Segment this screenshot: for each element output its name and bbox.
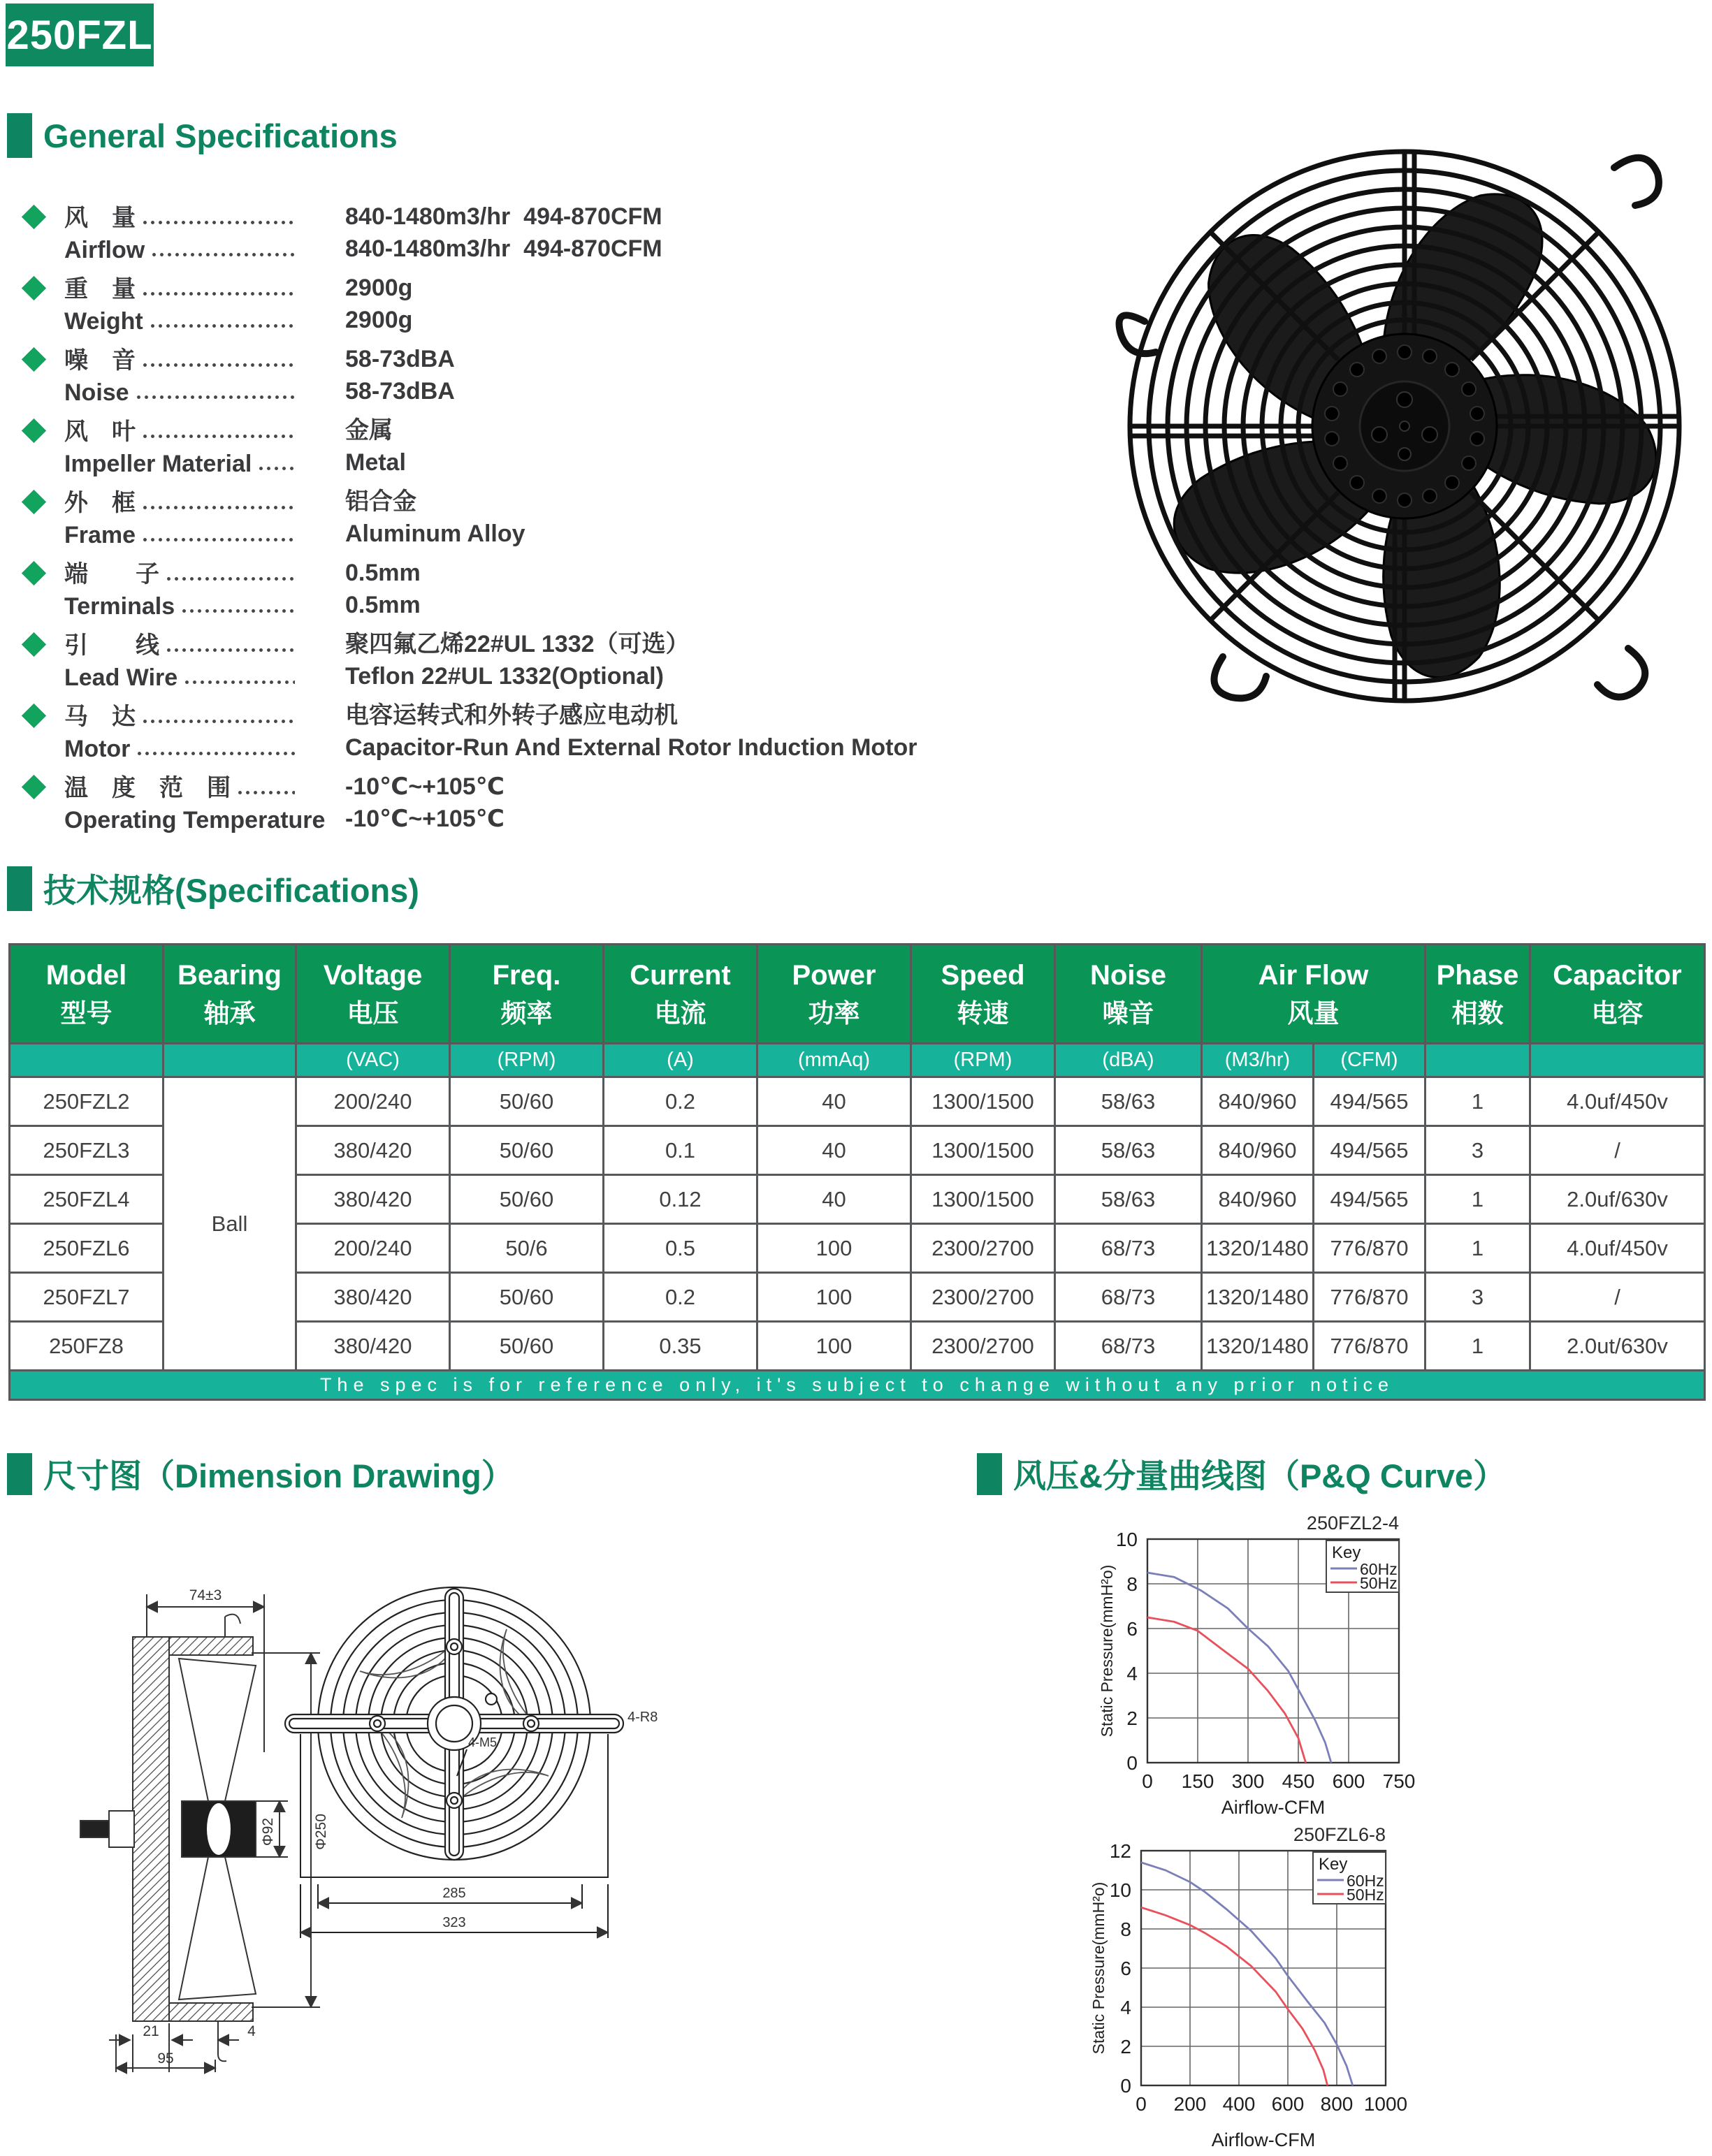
table-cell: 2300/2700 — [911, 1273, 1055, 1322]
bearing-cell: Ball — [164, 1077, 296, 1371]
column-header-cn: 风量 — [1287, 998, 1340, 1028]
column-header-en: Power — [792, 959, 876, 991]
column-header-power — [757, 945, 911, 1044]
legend-label-60Hz: 60Hz — [1347, 1872, 1384, 1890]
unit-cell: (mmAq) — [757, 1044, 911, 1077]
y-tick-label: 8 — [1120, 1918, 1131, 1940]
y-tick-label: 12 — [1109, 1840, 1131, 1862]
column-header-speed — [911, 945, 1055, 1044]
column-header-phase — [1426, 945, 1530, 1044]
table-cell: 380/420 — [296, 1322, 450, 1371]
table-cell: 40 — [757, 1077, 911, 1126]
table-cell: 58/63 — [1055, 1126, 1202, 1175]
spec-label: 引 线 — [64, 632, 159, 659]
unit-cell — [10, 1044, 164, 1077]
dotted-leader — [141, 505, 295, 510]
column-header-model — [10, 945, 164, 1044]
spec-value: 电容运转式和外转子感应电动机 — [345, 702, 678, 729]
table-cell: 58/63 — [1055, 1175, 1202, 1224]
spec-label: Airflow — [64, 237, 145, 263]
table-cell: 380/420 — [296, 1126, 450, 1175]
spec-line-en — [64, 661, 1082, 693]
table-cell: 1320/1480 — [1202, 1322, 1314, 1371]
table-cell: 0.1 — [604, 1126, 757, 1175]
table-cell: 58/63 — [1055, 1077, 1202, 1126]
y-tick-label: 10 — [1115, 1529, 1138, 1550]
y-tick-label: 8 — [1126, 1573, 1138, 1595]
spec-label: 噪 音 — [64, 347, 136, 374]
spec-value: Metal — [345, 449, 406, 476]
column-header-cn: 相数 — [1451, 998, 1504, 1028]
spec-value: 840-1480m3/hr 494-870CFM — [345, 203, 662, 230]
table-cell: 776/870 — [1314, 1322, 1426, 1371]
spec-line-cn — [64, 700, 1082, 732]
y-tick-label: 0 — [1126, 1752, 1138, 1774]
table-cell: 494/565 — [1314, 1126, 1426, 1175]
spec-label: Noise — [64, 379, 129, 406]
column-header-cn: 功率 — [808, 998, 860, 1028]
dotted-leader — [236, 790, 295, 795]
spec-value: 聚四氟乙烯22#UL 1332（可选） — [345, 631, 690, 657]
spec-line-cn — [64, 771, 1082, 803]
unit-cell: (dBA) — [1055, 1044, 1202, 1077]
unit-cell — [164, 1044, 296, 1077]
table-cell: 50/6 — [450, 1224, 604, 1273]
diamond-bullet-icon — [22, 561, 46, 585]
dotted-leader — [183, 680, 295, 685]
spec-label: 重 量 — [64, 276, 136, 303]
dotted-leader — [149, 323, 295, 328]
spec-label: Weight — [64, 308, 143, 335]
spec-line-cn — [64, 558, 1082, 590]
spec-line-en — [64, 518, 1082, 551]
dimension-drawing-front-view — [280, 1573, 685, 1951]
table-cell: 0.2 — [604, 1077, 757, 1126]
column-header-en: Capacitor — [1553, 959, 1682, 991]
column-header-en: Phase — [1436, 959, 1519, 991]
column-header-cn: 噪音 — [1102, 998, 1154, 1028]
diamond-bullet-icon — [22, 276, 46, 300]
spec-table-title: 技术规格(Specifications) — [43, 872, 419, 909]
general-specs-title: General Specifications — [43, 117, 398, 154]
spec-label: Terminals — [64, 593, 175, 620]
table-cell: 1320/1480 — [1202, 1224, 1314, 1273]
table-cell: 4.0uf/450v — [1530, 1077, 1705, 1126]
dotted-leader — [141, 220, 295, 225]
x-tick-label: 0 — [1142, 1770, 1153, 1792]
table-cell: 1300/1500 — [911, 1077, 1055, 1126]
pq-chart-250fzl6-8 — [1089, 1819, 1564, 2155]
table-cell: / — [1530, 1273, 1705, 1322]
model-cell: 250FZL6 — [10, 1224, 164, 1273]
spec-line-en — [64, 376, 1082, 408]
spec-line-cn — [64, 344, 1082, 376]
pq-title: 风压&分量曲线图（P&Q Curve） — [1013, 1457, 1507, 1494]
column-header-voltage — [296, 945, 450, 1044]
x-tick-label: 1000 — [1363, 2093, 1408, 2115]
table-row — [10, 1077, 1705, 1126]
pq-heading — [977, 1450, 1506, 1497]
table-cell: 50/60 — [450, 1175, 604, 1224]
model-cell: 250FZ8 — [10, 1322, 164, 1371]
x-tick-label: 600 — [1271, 2093, 1305, 2115]
table-cell: 200/240 — [296, 1224, 450, 1273]
table-cell: 840/960 — [1202, 1077, 1314, 1126]
spec-line-cn — [64, 415, 1082, 447]
unit-cell: (RPM) — [450, 1044, 604, 1077]
heading-square-icon — [7, 113, 32, 158]
table-cell: 3 — [1426, 1273, 1530, 1322]
diamond-bullet-icon — [22, 775, 46, 799]
spec-value: 58-73dBA — [345, 346, 455, 372]
unit-cell — [1426, 1044, 1530, 1077]
table-cell: 50/60 — [450, 1126, 604, 1175]
spec-line-en — [64, 803, 1082, 836]
x-tick-label: 450 — [1282, 1770, 1315, 1792]
dim-label-4-m5: 4-M5 — [468, 1735, 498, 1749]
table-cell: 100 — [757, 1224, 911, 1273]
spec-value: 840-1480m3/hr 494-870CFM — [345, 235, 662, 262]
table-cell: 3 — [1426, 1126, 1530, 1175]
legend-title: Key — [1319, 1855, 1348, 1874]
column-header-cn: 电容 — [1591, 998, 1644, 1028]
spec-line-en — [64, 447, 1082, 479]
unit-cell: (RPM) — [911, 1044, 1055, 1077]
dotted-leader — [165, 576, 295, 581]
table-cell: 0.12 — [604, 1175, 757, 1224]
table-footnote: The spec is for reference only, it's subject to change without any prior notice — [10, 1371, 1705, 1400]
x-tick-label: 400 — [1222, 2093, 1256, 2115]
header-row — [10, 945, 1705, 1044]
spec-table-heading — [7, 865, 419, 912]
unit-cell: (M3/hr) — [1202, 1044, 1314, 1077]
model-cell: 250FZL2 — [10, 1077, 164, 1126]
curve-60Hz — [1147, 1573, 1331, 1763]
table-cell: 1300/1500 — [911, 1175, 1055, 1224]
column-header-en: Air Flow — [1258, 959, 1369, 991]
x-tick-label: 150 — [1181, 1770, 1214, 1792]
spec-item — [20, 201, 1082, 265]
table-cell: 50/60 — [450, 1077, 604, 1126]
table-cell: 0.35 — [604, 1322, 757, 1371]
spec-value: 0.5mm — [345, 592, 421, 618]
y-axis-label: Static Pressure(mmH²o) — [1098, 1564, 1116, 1738]
column-header-freq- — [450, 945, 604, 1044]
spec-value: Teflon 22#UL 1332(Optional) — [345, 663, 664, 690]
table-cell: 1 — [1426, 1077, 1530, 1126]
spec-line-cn — [64, 272, 1082, 305]
x-tick-label: 300 — [1231, 1770, 1265, 1792]
spec-label: 端 子 — [64, 561, 159, 588]
column-header-en: Speed — [941, 959, 1025, 991]
dotted-leader — [165, 648, 295, 653]
diamond-bullet-icon — [22, 490, 46, 514]
x-tick-label: 600 — [1332, 1770, 1365, 1792]
table-cell: 840/960 — [1202, 1175, 1314, 1224]
dotted-leader — [141, 537, 295, 542]
spec-label: Operating Temperature — [64, 807, 326, 833]
diamond-bullet-icon — [22, 347, 46, 372]
diamond-bullet-icon — [22, 205, 46, 229]
legend-title: Key — [1332, 1543, 1361, 1562]
spec-label: Motor — [64, 736, 131, 762]
y-axis-label: Static Pressure(mmH²o) — [1089, 1881, 1108, 2055]
legend-label-50Hz: 50Hz — [1360, 1574, 1398, 1592]
spec-value: 2900g — [345, 275, 413, 301]
legend-label-50Hz: 50Hz — [1347, 1886, 1384, 1904]
column-header-en: Freq. — [492, 959, 561, 991]
table-cell: 1 — [1426, 1224, 1530, 1273]
spec-value: 铝合金 — [345, 488, 416, 515]
unit-row — [10, 1044, 1705, 1077]
unit-cell: (A) — [604, 1044, 757, 1077]
spec-value: 2900g — [345, 307, 413, 333]
dim-label-4-r8: 4-R8 — [628, 1710, 658, 1725]
chart-title: 250FZL6-8 — [1293, 1824, 1386, 1845]
spec-label: 风 叶 — [64, 418, 136, 445]
column-header-cn: 轴承 — [203, 998, 256, 1028]
table-cell: 1 — [1426, 1322, 1530, 1371]
table-cell: 50/60 — [450, 1322, 604, 1371]
spec-item — [20, 344, 1082, 408]
table-cell: 840/960 — [1202, 1126, 1314, 1175]
diamond-bullet-icon — [22, 418, 46, 443]
table-cell: 40 — [757, 1175, 911, 1224]
x-tick-label: 800 — [1320, 2093, 1354, 2115]
model-badge: 250FZL — [6, 3, 154, 66]
x-tick-label: 200 — [1173, 2093, 1207, 2115]
diamond-bullet-icon — [22, 632, 46, 657]
table-cell: 68/73 — [1055, 1322, 1202, 1371]
spec-item — [20, 415, 1082, 479]
column-header-bearing — [164, 945, 296, 1044]
dim-label-hub-dia: Φ92 — [260, 1817, 276, 1847]
column-header-en: Voltage — [323, 959, 423, 991]
y-tick-label: 4 — [1126, 1663, 1138, 1684]
table-cell: 2300/2700 — [911, 1224, 1055, 1273]
table-cell: 494/565 — [1314, 1175, 1426, 1224]
y-tick-label: 2 — [1120, 2036, 1131, 2057]
unit-cell — [1530, 1044, 1705, 1077]
heading-square-icon — [7, 866, 32, 911]
column-header-en: Bearing — [177, 959, 282, 991]
spec-table — [8, 943, 1706, 1401]
table-cell: 1300/1500 — [911, 1126, 1055, 1175]
spec-label: 马 达 — [64, 704, 136, 730]
column-header-noise — [1055, 945, 1202, 1044]
dim-label-21: 21 — [143, 2023, 159, 2039]
spec-value: -10℃~+105℃ — [345, 806, 505, 832]
column-header-air-flow — [1202, 945, 1426, 1044]
spec-line-en — [64, 305, 1082, 337]
product-photo-fan — [1104, 98, 1705, 782]
table-cell: 776/870 — [1314, 1224, 1426, 1273]
table-cell: 2.0ut/630v — [1530, 1322, 1705, 1371]
spec-label: Lead Wire — [64, 664, 178, 691]
table-cell: 0.2 — [604, 1273, 757, 1322]
spec-value: 58-73dBA — [345, 378, 455, 405]
curve-50Hz — [1141, 1907, 1328, 2085]
table-cell: / — [1530, 1126, 1705, 1175]
y-tick-label: 10 — [1109, 1879, 1131, 1901]
table-cell: 1320/1480 — [1202, 1273, 1314, 1322]
spec-item — [20, 272, 1082, 337]
spec-label: Frame — [64, 522, 136, 548]
table-cell: 776/870 — [1314, 1273, 1426, 1322]
column-header-cn: 电流 — [654, 998, 706, 1028]
spec-item — [20, 486, 1082, 551]
table-cell: 200/240 — [296, 1077, 450, 1126]
dotted-leader — [141, 719, 295, 724]
heading-square-icon — [7, 1453, 32, 1495]
dim-label-fan-dia: Φ250 — [313, 1814, 329, 1850]
spec-item — [20, 558, 1082, 622]
spec-line-en — [64, 732, 1082, 764]
spec-label: 温 度 范 围 — [64, 775, 231, 801]
dotted-leader — [150, 252, 295, 257]
x-axis-label: Airflow-CFM — [1211, 2129, 1316, 2150]
dim-label-285: 285 — [442, 1886, 466, 1901]
y-tick-label: 0 — [1120, 2075, 1131, 2097]
y-tick-label: 6 — [1126, 1618, 1138, 1640]
spec-label: 外 框 — [64, 490, 136, 516]
dotted-leader — [141, 291, 295, 296]
dotted-leader — [141, 363, 295, 367]
chart-title: 250FZL2-4 — [1306, 1513, 1399, 1534]
spec-line-cn — [64, 201, 1082, 233]
dimension-title: 尺寸图（Dimension Drawing） — [43, 1457, 514, 1494]
spec-label: 风 量 — [64, 205, 136, 231]
table-cell: 0.5 — [604, 1224, 757, 1273]
table-cell: 4.0uf/450v — [1530, 1224, 1705, 1273]
column-header-current — [604, 945, 757, 1044]
spec-value: 金属 — [345, 417, 393, 444]
column-header-cn: 电压 — [347, 998, 399, 1028]
column-header-cn: 频率 — [500, 998, 553, 1028]
general-spec-list — [20, 201, 1082, 843]
table-cell: 68/73 — [1055, 1224, 1202, 1273]
spec-line-en — [64, 590, 1082, 622]
dotted-leader — [136, 751, 295, 756]
dim-label-4: 4 — [247, 2023, 256, 2039]
spec-line-en — [64, 233, 1082, 265]
table-cell: 40 — [757, 1126, 911, 1175]
table-cell: 380/420 — [296, 1273, 450, 1322]
diamond-bullet-icon — [22, 704, 46, 728]
spec-item — [20, 629, 1082, 693]
column-header-en: Model — [45, 959, 127, 991]
x-axis-label: Airflow-CFM — [1221, 1797, 1326, 1818]
fan-hub — [1312, 334, 1497, 518]
x-tick-label: 0 — [1136, 2093, 1147, 2115]
curve-50Hz — [1147, 1617, 1306, 1763]
spec-item — [20, 771, 1082, 836]
model-cell: 250FZL4 — [10, 1175, 164, 1224]
x-tick-label: 750 — [1382, 1770, 1416, 1792]
table-cell: 1 — [1426, 1175, 1530, 1224]
column-header-cn: 型号 — [60, 998, 113, 1028]
spec-value: -10℃~+105℃ — [345, 773, 505, 800]
general-specs-heading — [7, 113, 398, 158]
dotted-leader — [141, 434, 295, 439]
table-cell: 100 — [757, 1273, 911, 1322]
table-cell: 380/420 — [296, 1175, 450, 1224]
table-cell: 2.0uf/630v — [1530, 1175, 1705, 1224]
column-header-capacitor — [1530, 945, 1705, 1044]
dim-label-323: 323 — [442, 1915, 466, 1930]
dim-label-depth: 74±3 — [189, 1587, 222, 1603]
table-cell: 494/565 — [1314, 1077, 1426, 1126]
spec-line-cn — [64, 486, 1082, 518]
unit-cell: (CFM) — [1314, 1044, 1426, 1077]
legend-label-60Hz: 60Hz — [1360, 1560, 1398, 1578]
y-tick-label: 4 — [1120, 1997, 1131, 2018]
dotted-leader — [135, 395, 295, 400]
unit-cell: (VAC) — [296, 1044, 450, 1077]
dim-label-95: 95 — [157, 2051, 174, 2067]
spec-label: Impeller Material — [64, 451, 252, 477]
spec-value: Aluminum Alloy — [345, 520, 525, 547]
spec-line-cn — [64, 629, 1082, 661]
spec-item — [20, 700, 1082, 764]
table-cell: 50/60 — [450, 1273, 604, 1322]
table-cell: 2300/2700 — [911, 1322, 1055, 1371]
dotted-leader — [180, 609, 295, 613]
table-cell: 100 — [757, 1322, 911, 1371]
dotted-leader — [257, 466, 295, 471]
model-cell: 250FZL3 — [10, 1126, 164, 1175]
y-tick-label: 6 — [1120, 1958, 1131, 1979]
heading-square-icon — [977, 1453, 1002, 1495]
y-tick-label: 2 — [1126, 1707, 1138, 1729]
column-header-en: Noise — [1090, 959, 1166, 991]
model-cell: 250FZL7 — [10, 1273, 164, 1322]
column-header-cn: 转速 — [957, 998, 1009, 1028]
dimension-heading — [7, 1450, 514, 1497]
column-header-en: Current — [630, 959, 731, 991]
spec-value: 0.5mm — [345, 560, 421, 586]
spec-value: Capacitor-Run And External Rotor Induction Motor — [345, 734, 917, 761]
pq-chart-250fzl2-4 — [1097, 1508, 1558, 1822]
table-cell: 68/73 — [1055, 1273, 1202, 1322]
